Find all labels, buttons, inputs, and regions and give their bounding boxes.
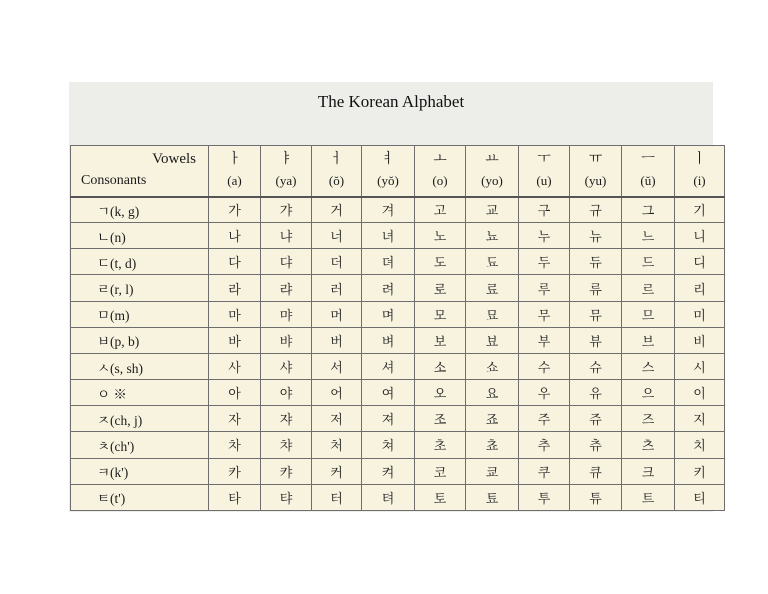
- syllable-cell: 거: [312, 197, 362, 223]
- vowel-romanization: (yŏ): [377, 173, 399, 189]
- syllable-cell: 며: [362, 301, 415, 327]
- vowels-label: Vowels: [152, 151, 196, 168]
- syllable-cell: 쟈: [261, 406, 312, 432]
- syllable-cell: 뉴: [570, 223, 622, 249]
- syllable-cell: 그: [622, 197, 675, 223]
- syllable-cell: 챠: [261, 432, 312, 458]
- syllable-cell: 쳐: [362, 432, 415, 458]
- header-row: [71, 146, 725, 197]
- syllable-cell: 뎌: [362, 249, 415, 275]
- consonant-row: [71, 432, 725, 458]
- syllable-cell: 즈: [622, 406, 675, 432]
- syllable-cell: 다: [209, 249, 261, 275]
- syllable-cell: 처: [312, 432, 362, 458]
- vowel-romanization: (a): [227, 173, 242, 189]
- vowel-jamo: ㅗ: [433, 152, 447, 168]
- syllable-cell: 야: [261, 380, 312, 406]
- syllable-cell: 녀: [362, 223, 415, 249]
- syllable-cell: 드: [622, 249, 675, 275]
- syllable-cell: 느: [622, 223, 675, 249]
- vowel-jamo: ㅠ: [588, 152, 603, 168]
- syllable-cell: 수: [519, 353, 570, 379]
- syllable-cell: 모: [415, 301, 466, 327]
- syllable-cell: 치: [675, 432, 725, 458]
- page-title: The Korean Alphabet: [317, 92, 465, 111]
- vowel-header: [675, 146, 725, 197]
- syllable-cell: 바: [209, 327, 261, 353]
- consonant-row: [71, 197, 725, 223]
- syllable-cell: 러: [312, 275, 362, 301]
- syllable-cell: 마: [209, 301, 261, 327]
- alphabet-table: [70, 145, 725, 511]
- syllable-cell: 커: [312, 458, 362, 484]
- syllable-cell: 쿄: [466, 458, 519, 484]
- syllable-cell: 유: [570, 380, 622, 406]
- vowel-header: [570, 146, 622, 197]
- consonant-row: [71, 458, 725, 484]
- syllable-cell: 묘: [466, 301, 519, 327]
- syllable-cell: 류: [570, 275, 622, 301]
- syllable-cell: 려: [362, 275, 415, 301]
- syllable-cell: 스: [622, 353, 675, 379]
- consonant-label: ㄷ(t, d): [71, 249, 209, 275]
- syllable-cell: 구: [519, 197, 570, 223]
- syllable-cell: 갸: [261, 197, 312, 223]
- syllable-cell: 오: [415, 380, 466, 406]
- syllable-cell: 더: [312, 249, 362, 275]
- vowel-jamo: ㅣ: [692, 152, 707, 168]
- syllable-cell: 듀: [570, 249, 622, 275]
- syllable-cell: 겨: [362, 197, 415, 223]
- consonant-row: [71, 223, 725, 249]
- syllable-cell: 으: [622, 380, 675, 406]
- syllable-cell: 디: [675, 249, 725, 275]
- syllable-cell: 기: [675, 197, 725, 223]
- consonant-label: ㅊ(ch'): [71, 432, 209, 458]
- syllable-cell: 댜: [261, 249, 312, 275]
- syllable-cell: 차: [209, 432, 261, 458]
- vowel-jamo: ㅕ: [381, 152, 395, 168]
- syllable-cell: 무: [519, 301, 570, 327]
- consonant-label: ㅁ(m): [71, 301, 209, 327]
- syllable-cell: 추: [519, 432, 570, 458]
- vowel-header: [312, 146, 362, 197]
- consonant-row: [71, 484, 725, 510]
- syllable-cell: 가: [209, 197, 261, 223]
- vowel-header: [209, 146, 261, 197]
- syllable-cell: 부: [519, 327, 570, 353]
- vowel-jamo: ㅡ: [641, 152, 655, 168]
- vowel-jamo: ㅓ: [329, 152, 344, 168]
- syllable-cell: 교: [466, 197, 519, 223]
- syllable-cell: 투: [519, 484, 570, 510]
- vowel-header: [362, 146, 415, 197]
- vowel-jamo: ㅏ: [227, 152, 242, 168]
- syllable-cell: 라: [209, 275, 261, 301]
- syllable-cell: 주: [519, 406, 570, 432]
- syllable-cell: 츄: [570, 432, 622, 458]
- consonant-row: [71, 249, 725, 275]
- syllable-cell: 쇼: [466, 353, 519, 379]
- syllable-cell: 아: [209, 380, 261, 406]
- syllable-cell: 규: [570, 197, 622, 223]
- consonants-label: Consonants: [81, 173, 147, 189]
- syllable-cell: 벼: [362, 327, 415, 353]
- syllable-cell: 리: [675, 275, 725, 301]
- syllable-cell: 뷰: [570, 327, 622, 353]
- vowel-header: [466, 146, 519, 197]
- syllable-cell: 쵸: [466, 432, 519, 458]
- syllable-cell: 타: [209, 484, 261, 510]
- syllable-cell: 됴: [466, 249, 519, 275]
- vowel-romanization: (o): [432, 173, 448, 189]
- syllable-cell: 터: [312, 484, 362, 510]
- vowel-romanization: (yo): [481, 173, 503, 189]
- syllable-cell: 도: [415, 249, 466, 275]
- vowel-header: [415, 146, 466, 197]
- syllable-cell: 툐: [466, 484, 519, 510]
- syllable-cell: 고: [415, 197, 466, 223]
- syllable-cell: 크: [622, 458, 675, 484]
- syllable-cell: 요: [466, 380, 519, 406]
- syllable-cell: 뵤: [466, 327, 519, 353]
- syllable-cell: 냐: [261, 223, 312, 249]
- syllable-cell: 르: [622, 275, 675, 301]
- syllable-cell: 켜: [362, 458, 415, 484]
- syllable-cell: 시: [675, 353, 725, 379]
- syllable-cell: 이: [675, 380, 725, 406]
- syllable-cell: 로: [415, 275, 466, 301]
- syllable-cell: 코: [415, 458, 466, 484]
- syllable-cell: 초: [415, 432, 466, 458]
- consonant-label: ㅈ(ch, j): [71, 406, 209, 432]
- consonant-row: [71, 406, 725, 432]
- consonant-label: ㅅ(s, sh): [71, 353, 209, 379]
- vowel-jamo: ㅛ: [485, 152, 499, 168]
- syllable-cell: 키: [675, 458, 725, 484]
- consonant-row: [71, 301, 725, 327]
- syllable-cell: 누: [519, 223, 570, 249]
- syllable-cell: 여: [362, 380, 415, 406]
- syllable-cell: 츠: [622, 432, 675, 458]
- syllable-cell: 토: [415, 484, 466, 510]
- syllable-cell: 므: [622, 301, 675, 327]
- syllable-cell: 루: [519, 275, 570, 301]
- consonant-row: [71, 380, 725, 406]
- syllable-cell: 비: [675, 327, 725, 353]
- consonant-row: [71, 327, 725, 353]
- vowel-romanization: (u): [536, 173, 552, 189]
- syllable-cell: 트: [622, 484, 675, 510]
- vowel-header: [622, 146, 675, 197]
- vowel-romanization: (ŏ): [328, 173, 345, 189]
- alphabet-body: [71, 197, 725, 511]
- syllable-cell: 샤: [261, 353, 312, 379]
- syllable-cell: 탸: [261, 484, 312, 510]
- consonant-label: ㄱ(k, g): [71, 197, 209, 223]
- syllable-cell: 우: [519, 380, 570, 406]
- syllable-cell: 서: [312, 353, 362, 379]
- syllable-cell: 너: [312, 223, 362, 249]
- consonant-label: ㄴ(n): [71, 223, 209, 249]
- syllable-cell: 티: [675, 484, 725, 510]
- syllable-cell: 슈: [570, 353, 622, 379]
- syllable-cell: 머: [312, 301, 362, 327]
- syllable-cell: 텨: [362, 484, 415, 510]
- consonant-label: ㅋ(k'): [71, 458, 209, 484]
- syllable-cell: 뇨: [466, 223, 519, 249]
- syllable-cell: 튜: [570, 484, 622, 510]
- syllable-cell: 쥬: [570, 406, 622, 432]
- syllable-cell: 먀: [261, 301, 312, 327]
- syllable-cell: 미: [675, 301, 725, 327]
- syllable-cell: 쿠: [519, 458, 570, 484]
- vowel-romanization: (i): [693, 173, 706, 189]
- vowel-romanization: (yu): [584, 173, 607, 189]
- vowel-header: [261, 146, 312, 197]
- syllable-cell: 캬: [261, 458, 312, 484]
- syllable-cell: 카: [209, 458, 261, 484]
- syllable-cell: 져: [362, 406, 415, 432]
- consonant-label: ㅌ(t'): [71, 484, 209, 510]
- consonant-label: ㄹ(r, l): [71, 275, 209, 301]
- syllable-cell: 나: [209, 223, 261, 249]
- syllable-cell: 어: [312, 380, 362, 406]
- syllable-cell: 지: [675, 406, 725, 432]
- consonant-row: [71, 353, 725, 379]
- syllable-cell: 니: [675, 223, 725, 249]
- vowel-jamo: ㅑ: [279, 152, 293, 168]
- consonant-label: ㅇ ※: [71, 380, 209, 406]
- syllable-cell: 보: [415, 327, 466, 353]
- syllable-cell: 노: [415, 223, 466, 249]
- syllable-cell: 뮤: [570, 301, 622, 327]
- syllable-cell: 버: [312, 327, 362, 353]
- header-corner: [71, 146, 209, 197]
- syllable-cell: 소: [415, 353, 466, 379]
- syllable-cell: 두: [519, 249, 570, 275]
- syllable-cell: 자: [209, 406, 261, 432]
- consonant-label: ㅂ(p, b): [71, 327, 209, 353]
- syllable-cell: 료: [466, 275, 519, 301]
- syllable-cell: 죠: [466, 406, 519, 432]
- syllable-cell: 저: [312, 406, 362, 432]
- syllable-cell: 셔: [362, 353, 415, 379]
- vowel-jamo: ㅜ: [537, 152, 551, 168]
- consonant-row: [71, 275, 725, 301]
- syllable-cell: 브: [622, 327, 675, 353]
- syllable-cell: 사: [209, 353, 261, 379]
- syllable-cell: 뱌: [261, 327, 312, 353]
- syllable-cell: 조: [415, 406, 466, 432]
- syllable-cell: 랴: [261, 275, 312, 301]
- vowel-romanization: (ya): [275, 173, 297, 189]
- vowel-header: [519, 146, 570, 197]
- vowel-romanization: (ŭ): [640, 173, 656, 189]
- syllable-cell: 큐: [570, 458, 622, 484]
